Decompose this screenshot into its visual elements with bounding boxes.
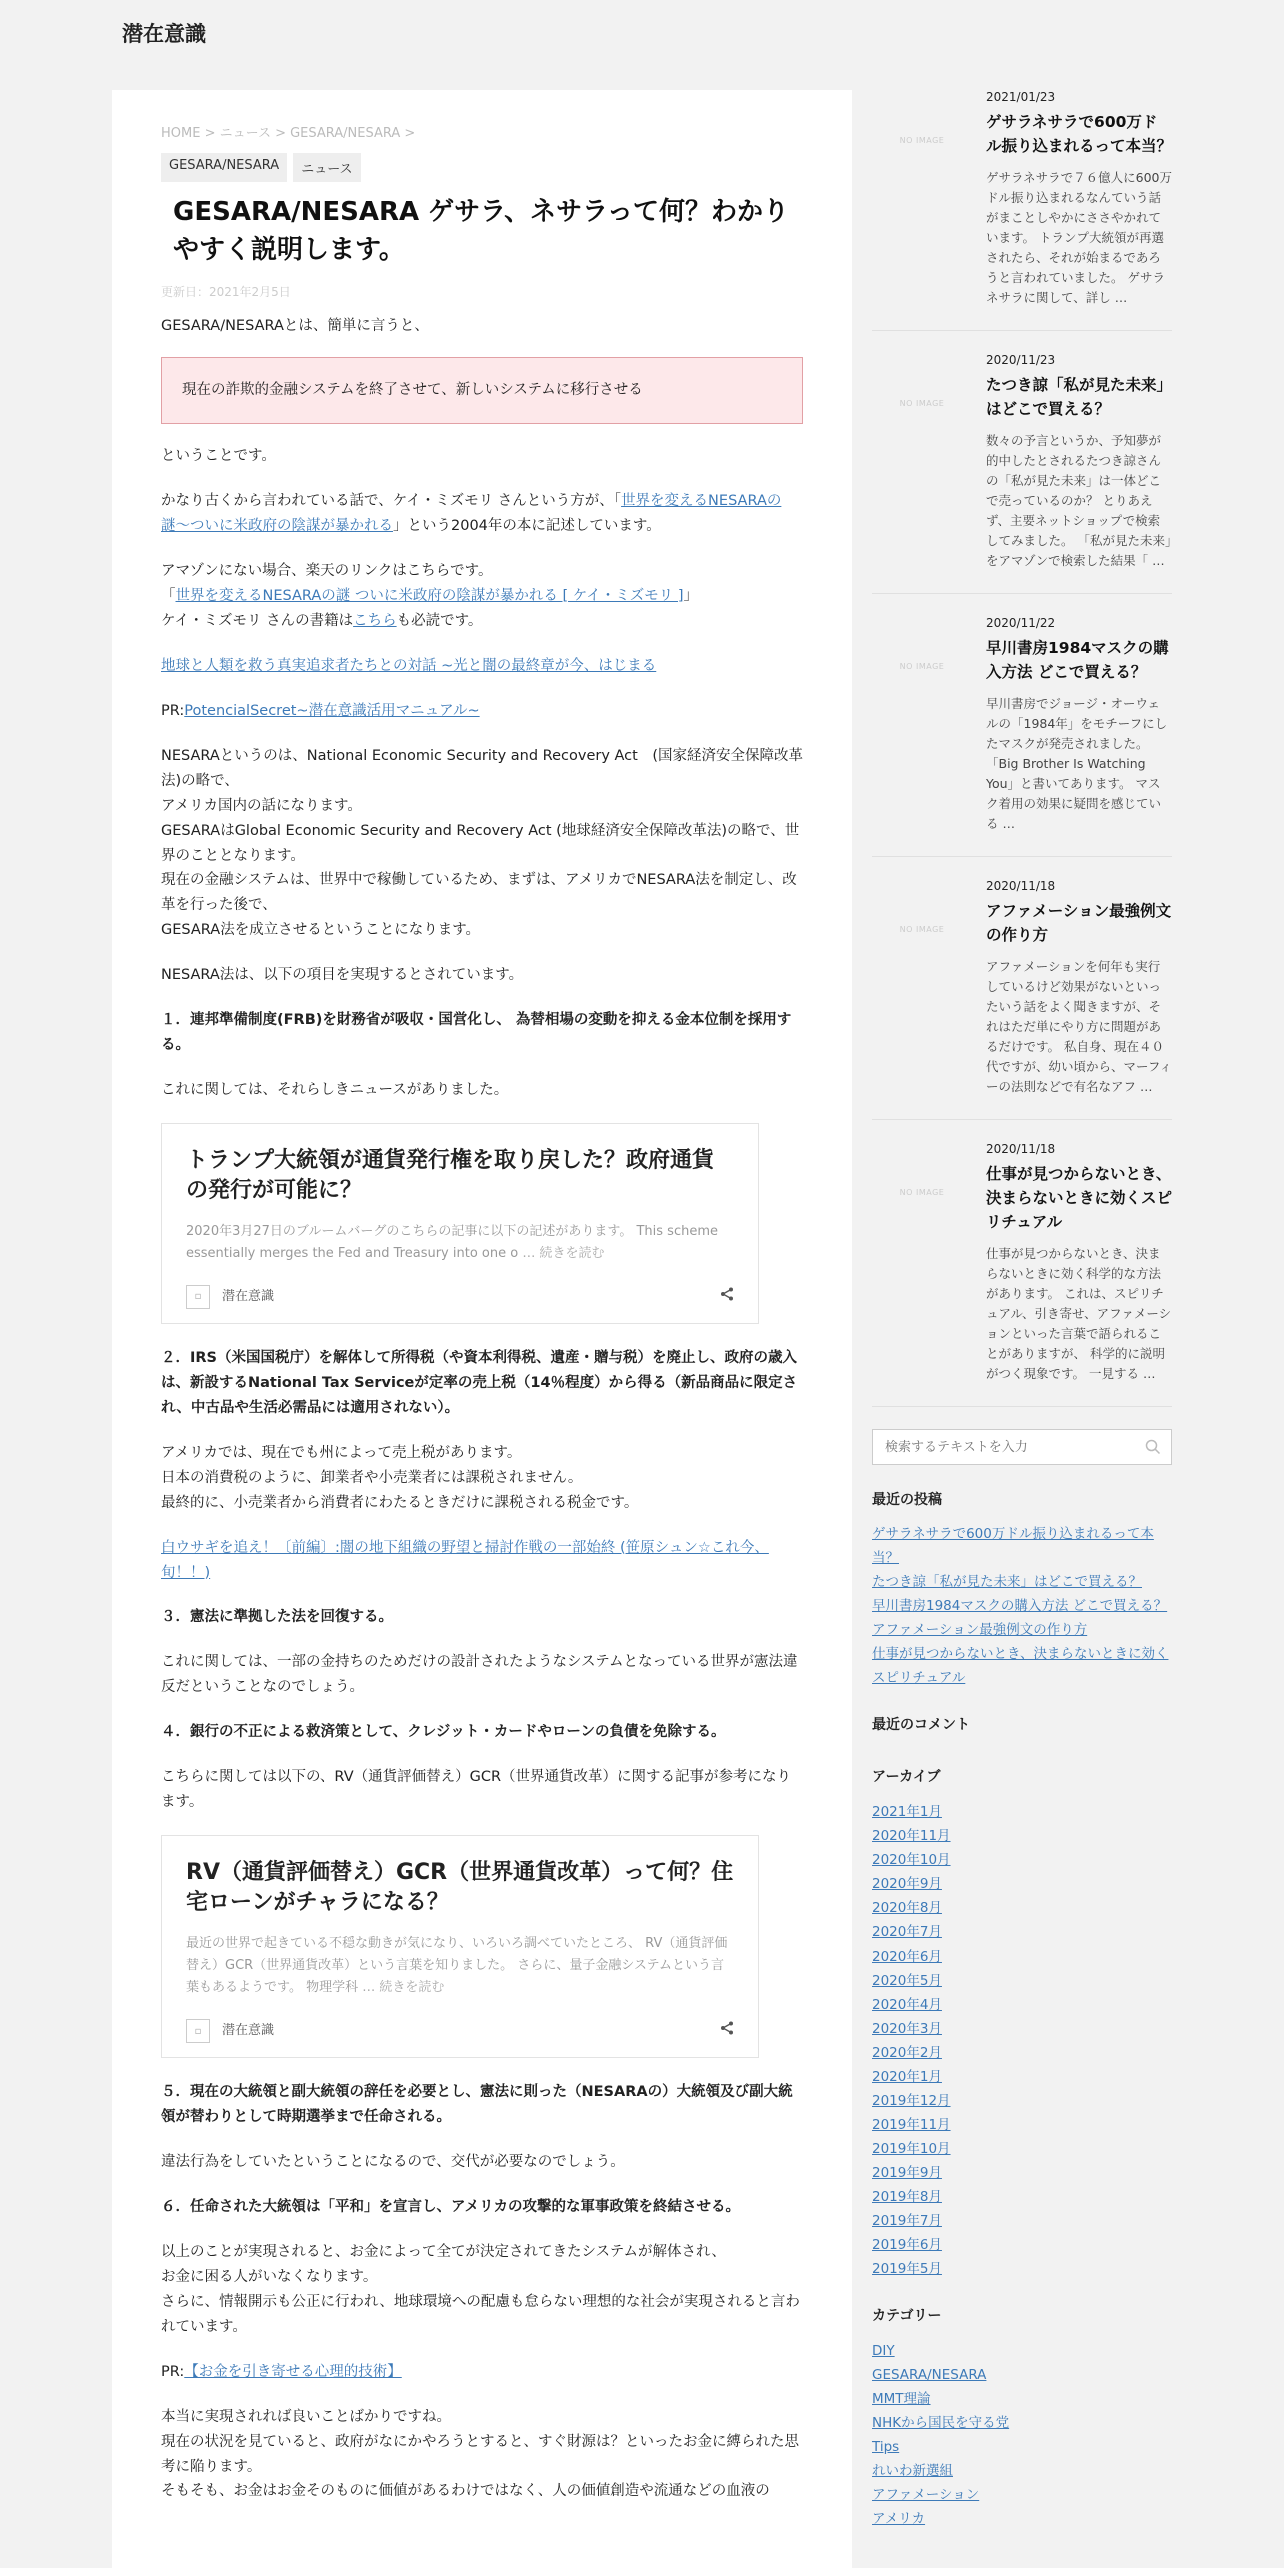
post-title[interactable]: ゲサラネサラで600万ドル振り込まれるって本当？ bbox=[986, 113, 1173, 156]
category-list bbox=[872, 2339, 1172, 2531]
pr-paragraph-2 bbox=[161, 2360, 803, 2385]
article-body bbox=[161, 314, 803, 2504]
amazon-text: アマゾンにない場合、楽天のリンクはこちらです。 bbox=[161, 563, 493, 580]
closing-line: 本当に実現されれば良いことばかりですね。 bbox=[161, 2408, 451, 2425]
post-title[interactable]: 早川書房1984マスクの購入方法 どこで買える？ bbox=[986, 639, 1169, 682]
site-icon: ▫ bbox=[186, 2019, 210, 2043]
item-2-text bbox=[161, 1441, 803, 1516]
no-image-thumbnail[interactable]: NO IMAGE bbox=[899, 661, 945, 671]
embed-card-rv-gcr[interactable] bbox=[161, 1835, 759, 2058]
sidebar-post[interactable] bbox=[872, 616, 1172, 857]
post-excerpt: 早川書房でジョージ・オーウェルの「1984年」をモチーフにしたマスクが発売されました。 「Big Brother Is Watching You」と書いてあります。 マスク着用の効果に疑問を感じている … bbox=[986, 696, 1168, 832]
book-text-post: 」という2004年の本に記述しています。 bbox=[393, 518, 661, 535]
category-link[interactable]: MMT理論 bbox=[872, 2390, 931, 2407]
article-card bbox=[112, 90, 852, 2568]
embed-title[interactable]: トランプ大統領が通貨発行権を取り戻した？政府通貨の発行が可能に？ bbox=[186, 1148, 715, 1204]
site-icon: ▫ bbox=[186, 1285, 210, 1309]
no-image-thumbnail[interactable]: NO IMAGE bbox=[899, 1187, 945, 1197]
embed-excerpt bbox=[186, 1221, 734, 1265]
sidebar bbox=[872, 90, 1172, 2555]
item-2: ２．IRS（米国国税庁）を解体して所得税（や資本利得税、遺産・贈与税）を廃止し、政府の歳入は、新設するNational Tax Serviceが定率の売上税（14％程度）から得る（新品商品に限定され、中古品や生活必需品には適用されない）。 bbox=[161, 1349, 798, 1416]
sidebar-post[interactable] bbox=[872, 879, 1172, 1120]
intro-text: GESARA/NESARAとは、簡単に言うと、 bbox=[161, 318, 429, 335]
recent-post-link[interactable]: たつき諒「私が見た未来」はどこで買える？ bbox=[872, 1573, 1142, 1590]
sidebar-post[interactable] bbox=[872, 1142, 1172, 1407]
recent-post-link[interactable]: 仕事が見つからないとき、決まらないときに効くスピリチュアル bbox=[872, 1645, 1169, 1686]
archive-link[interactable]: 2020年7月 bbox=[872, 1924, 942, 1941]
recent-post-link[interactable]: ゲサラネサラで600万ドル振り込まれるって本当？ bbox=[872, 1526, 1154, 1567]
item-2-line: アメリカでは、現在でも州によって売上税があります。 bbox=[161, 1444, 522, 1461]
read-more-link[interactable]: … 続きを読む bbox=[522, 1245, 605, 1261]
no-image-thumbnail[interactable]: NO IMAGE bbox=[899, 924, 945, 934]
embed-site-name[interactable]: 潜在意識 bbox=[222, 2022, 275, 2038]
category-link[interactable]: DIY bbox=[872, 2342, 895, 2359]
embed-card-trump[interactable] bbox=[161, 1123, 759, 1324]
item-2-line: 日本の消費税のように、卸業者や小売業者には課税されません。 bbox=[161, 1469, 583, 1486]
item-3-text: これに関しては、一部の金持ちのためだけの設計されたようなシステムとなっている世界が憲法違反だということなのでしょう。 bbox=[161, 1654, 798, 1696]
items-intro: NESARA法は、以下の項目を実現するとされています。 bbox=[161, 967, 524, 984]
nesara-line: GESARAはGlobal Economic Security and Recovery Act (地球経済安全保障改革法)の略で、世界のこととなります。 bbox=[161, 822, 800, 864]
archive-link[interactable]: 2021年1月 bbox=[872, 1804, 942, 1821]
quote-open: 「 bbox=[161, 588, 176, 604]
author-text-post: も必読です。 bbox=[396, 612, 483, 629]
author-text: ケイ・ミズモリ さんの書籍は bbox=[161, 612, 354, 629]
nesara-line: アメリカ国内の話になります。 bbox=[161, 797, 362, 814]
embed-title[interactable]: RV（通貨評価替え）GCR（世界通貨改革）って何？住宅ローンがチャラになる？ bbox=[186, 1860, 734, 1916]
archive-link[interactable]: 2019年5月 bbox=[872, 2260, 942, 2277]
archive-link[interactable]: 2019年7月 bbox=[872, 2212, 942, 2229]
post-date: 2020/11/23 bbox=[986, 353, 1056, 368]
dialog-book-link[interactable]: 地球と人類を救う真実追求者たちとの対話 ~光と闇の最終章が今、はじまる bbox=[161, 657, 657, 674]
archive-link[interactable]: 2020年3月 bbox=[872, 2020, 942, 2037]
amazon-paragraph bbox=[161, 559, 803, 634]
item-6-line: さらに、情報開示も公正に行われ、地球環境への配慮も怠らない理想的な社会が実現されると言われています。 bbox=[161, 2293, 800, 2335]
item-4-text: こちらに関しては以下の、RV（通貨評価替え）GCR（世界通貨改革）に関する記事が参考になります。 bbox=[161, 1769, 792, 1811]
closing-line: 現在の状況を見ていると、政府がなにかやろうとすると、すぐ財源は？といったお金に縛られた思考に陥ります。 bbox=[161, 2433, 799, 2475]
search-icon[interactable] bbox=[1145, 1439, 1161, 1455]
nesara-line: NESARAというのは、National Economic Security and Recovery Act (国家経済安全保障改革法)の略で、 bbox=[161, 747, 803, 789]
item-6-text bbox=[161, 2240, 803, 2340]
share-icon[interactable] bbox=[720, 1285, 734, 1309]
nesara-line: GESARA法を成立させるということになります。 bbox=[161, 922, 481, 939]
embed-excerpt-text: 2020年3月27日のブルームバーグのこちらの記事に以下の記述があります。 This scheme essentially merges the Fed and Treasury into one o bbox=[186, 1223, 718, 1261]
dialog-paragraph bbox=[161, 654, 803, 679]
archive-link[interactable]: 2020年2月 bbox=[872, 2044, 942, 2061]
archive-link[interactable]: 2019年10月 bbox=[872, 2140, 951, 2157]
archive-link[interactable]: 2019年11月 bbox=[872, 2116, 951, 2133]
breadcrumb[interactable]: HOME > ニュース > GESARA/NESARA > bbox=[161, 126, 416, 141]
post-title[interactable]: 仕事が見つからないとき、決まらないときに効くスピリチュアル bbox=[986, 1165, 1173, 1232]
pr-label: PR: bbox=[161, 702, 185, 719]
archive-link[interactable]: 2020年10月 bbox=[872, 1852, 951, 1869]
embed-footer bbox=[186, 2019, 734, 2043]
quote-close: 」 bbox=[683, 588, 699, 604]
nesara-paragraph bbox=[161, 744, 803, 944]
category-link[interactable]: れいわ新選組 bbox=[872, 2462, 953, 2479]
search-input[interactable] bbox=[883, 1439, 1145, 1456]
item-3: ３．憲法に準拠した法を回復する。 bbox=[161, 1609, 393, 1626]
category-title: カテゴリー bbox=[872, 2307, 942, 2324]
item-5-text: 違法行為をしていたということになるので、交代が必要なのでしょう。 bbox=[161, 2154, 625, 2171]
item-6-line: 以上のことが実現されると、お金によって全てが決定されてきたシステムが解体され、 bbox=[161, 2243, 726, 2260]
item-6: ６．任命された大統領は「平和」を宣言し、アメリカの攻撃的な軍事政策を終結させる。 bbox=[161, 2199, 740, 2215]
share-icon[interactable] bbox=[720, 2019, 734, 2043]
item-6-line: お金に困る人がいなくなります。 bbox=[161, 2268, 378, 2285]
no-image-thumbnail[interactable]: NO IMAGE bbox=[899, 135, 945, 145]
archive-link[interactable]: 2020年4月 bbox=[872, 1996, 942, 2013]
embed-footer bbox=[186, 1285, 734, 1309]
embed-site-name[interactable]: 潜在意識 bbox=[222, 1288, 275, 1304]
nesara-line: 現在の金融システムは、世界中で稼働しているため、まずは、アメリカでNESARA法を制定し、改革を行った後で、 bbox=[161, 872, 797, 914]
post-excerpt: 数々の予言というか、予知夢が的中したとされるたつき諒さんの「私が見た未来」は一体どこで売っているのか？ とりあえず、主要ネットショップで検索してみました。 「私が見た未来」をアマゾンで検索した結果「 … bbox=[986, 433, 1172, 569]
recent-post-link[interactable]: アファメーション最強例文の作り方 bbox=[872, 1621, 1088, 1638]
tag-news[interactable]: ニュース bbox=[293, 153, 360, 182]
post-excerpt: 仕事が見つからないとき、決まらないときに効く科学的な方法があります。 これは、スピリチュアル、引き寄せ、アファメーションといった言葉で語られることがありますが、 科学的に説明がつく現象です。 一見する … bbox=[986, 1246, 1172, 1382]
updated-date: 更新日：2021年2月5日 bbox=[161, 285, 291, 300]
tag-gesara[interactable]: GESARA/NESARA bbox=[161, 153, 287, 182]
closing-line: そもそも、お金はお金そのものに価値があるわけではなく、人の価値創造や流通などの血液の bbox=[161, 2483, 770, 2500]
item-1: １．連邦準備制度(FRB)を財務省が吸収・国営化し、 為替相場の変動を抑える金本位制を採用する。 bbox=[161, 1012, 792, 1054]
archive-link[interactable]: 2020年1月 bbox=[872, 2068, 942, 2085]
item-1-news: これに関しては、それらしきニュースがありました。 bbox=[161, 1082, 509, 1099]
archive-list bbox=[872, 1800, 1172, 2280]
archive-link[interactable]: 2019年8月 bbox=[872, 2188, 942, 2205]
rabbit-book-link[interactable]: 白ウサギを追え！〔前編〕:闇の地下組織の野望と掃討作戦の一部始終 (笹原シュン☆これ今、旬！！) bbox=[161, 1539, 769, 1581]
recent-posts-list bbox=[872, 1523, 1172, 1690]
archive-link[interactable]: 2020年9月 bbox=[872, 1876, 942, 1893]
category-link[interactable]: アメリカ bbox=[872, 2510, 926, 2527]
archive-link[interactable]: 2020年8月 bbox=[872, 1900, 942, 1917]
archive-link[interactable]: 2019年9月 bbox=[872, 2164, 942, 2181]
category-link[interactable]: Tips bbox=[872, 2438, 900, 2455]
archive-link[interactable]: 2020年11月 bbox=[872, 1828, 951, 1845]
sidebar-post[interactable] bbox=[872, 353, 1172, 594]
callout-box: 現在の詐欺的金融システムを終了させて、新しいシステムに移行させる bbox=[161, 357, 803, 424]
book-paragraph bbox=[161, 489, 803, 539]
category-link[interactable]: NHKから国民を守る党 bbox=[872, 2414, 1010, 2431]
book-link[interactable]: 世界を変えるNESARAの謎〜ついに米政府の陰謀が暴かれる bbox=[161, 493, 782, 535]
post-date: 2020/11/18 bbox=[986, 879, 1056, 894]
pr-label: PR: bbox=[161, 2363, 185, 2380]
book-text-pre: かなり古くから言われている話で、ケイ・ミズモリ さんという方が、「 bbox=[161, 493, 622, 510]
pr-link-2[interactable]: 【お金を引き寄せる心理的技術】 bbox=[184, 2363, 402, 2380]
site-title[interactable]: 潜在意識 bbox=[122, 22, 206, 46]
author-books-link[interactable]: こちら bbox=[353, 612, 397, 629]
closing-paragraph bbox=[161, 2405, 803, 2505]
archive-title: アーカイブ bbox=[872, 1769, 941, 1786]
category-link[interactable]: アファメーション bbox=[872, 2486, 980, 2503]
search-box bbox=[872, 1429, 1172, 1465]
page-title: GESARA/NESARA ゲサラ、ネサラって何？わかりやすく説明します。 bbox=[173, 197, 790, 265]
post-date: 2020/11/22 bbox=[986, 616, 1056, 631]
post-excerpt: アファメーションを何年も実行しているけど効果がないといったいう話をよく聞きますが、それはただ単にやり方に問題があるだけです。 私自身、現在４０代ですが、幼い頃から、マーフィーの法則などで有名なアフ … bbox=[986, 959, 1172, 1095]
no-image-thumbnail[interactable]: NO IMAGE bbox=[899, 398, 945, 408]
item-2-line: 最終的に、小売業者から消費者にわたるときだけに課税される税金です。 bbox=[161, 1494, 639, 1511]
recent-post-link[interactable]: 早川書房1984マスクの購入方法 どこで買える？ bbox=[872, 1597, 1168, 1614]
read-more-link[interactable]: … 続きを読む bbox=[362, 1980, 445, 1996]
post-date: 2020/11/18 bbox=[986, 1142, 1056, 1157]
recent-comments-title: 最近のコメント bbox=[872, 1717, 970, 1734]
item-4: ４．銀行の不正による救済策として、クレジット・カードやローンの負債を免除する。 bbox=[161, 1724, 726, 1741]
post-title[interactable]: アファメーション最強例文の作り方 bbox=[986, 902, 1172, 945]
archive-link[interactable]: 2019年6月 bbox=[872, 2236, 942, 2253]
recent-posts-title: 最近の投稿 bbox=[872, 1492, 942, 1509]
archive-link[interactable]: 2020年5月 bbox=[872, 1972, 942, 1989]
category-link[interactable]: GESARA/NESARA bbox=[872, 2366, 987, 2383]
rakuten-link[interactable]: 世界を変えるNESARAの謎 ついに米政府の陰謀が暴かれる [ ケイ・ミズモリ ] bbox=[175, 588, 684, 604]
tag-list bbox=[161, 153, 803, 182]
embed-excerpt bbox=[186, 1933, 734, 1999]
post-title[interactable]: たつき諒「私が見た未来」はどこで買える？ bbox=[986, 376, 1173, 419]
archive-link[interactable]: 2020年6月 bbox=[872, 1948, 942, 1965]
post-excerpt: ゲサラネサラで７６億人に600万ドル振り込まれるなんていう話がまことしやかにささやかれています。 トランプ大統領が再選されたら、それが始まるであろうと言われていました。 ゲサラネサラに関して、詳し … bbox=[986, 170, 1172, 306]
pr-link-1[interactable]: PotencialSecret~潜在意識活用マニュアル~ bbox=[184, 702, 480, 719]
post-date: 2021/01/23 bbox=[986, 90, 1056, 104]
pr-paragraph-1 bbox=[161, 699, 803, 724]
embed-excerpt-text: 最近の世界で起きている不穏な動きが気になり、いろいろ調べていたところ、 RV（通貨評価替え）GCR（世界通貨改革）という言葉を知りました。 さらに、量子金融システムという言葉もあるようです。 物理学科 bbox=[186, 1935, 728, 1996]
item-5: ５．現在の大統領と副大統領の辞任を必要とし、憲法に則った（NESARAの）大統領及び副大統領が替わりとして時期選挙まで任命される。 bbox=[161, 2084, 793, 2126]
rabbit-paragraph bbox=[161, 1536, 803, 1586]
summary-text: ということです。 bbox=[161, 448, 276, 465]
sidebar-post[interactable] bbox=[872, 90, 1172, 331]
archive-link[interactable]: 2019年12月 bbox=[872, 2092, 951, 2109]
